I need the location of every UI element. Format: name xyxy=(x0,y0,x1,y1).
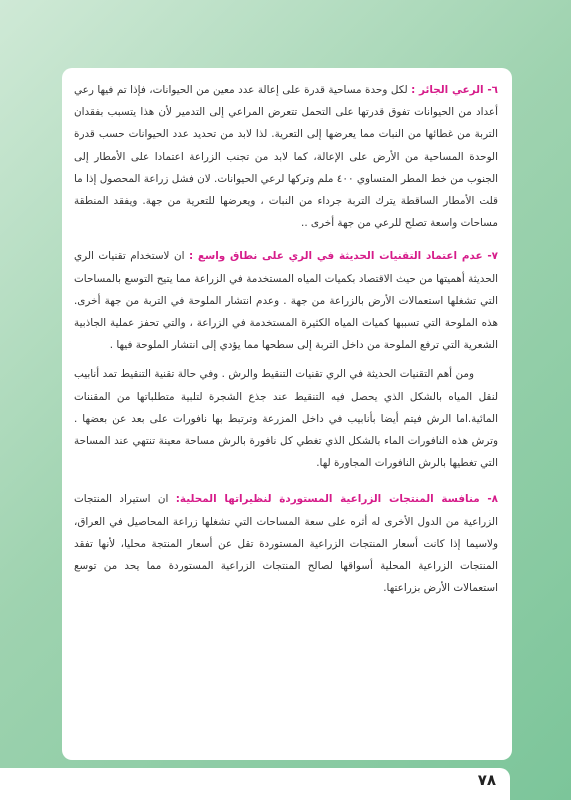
section-paragraph: لكل وحدة مساحية قدرة على إعالة عدد معين من الحيوانات، فإذا تم فيها رعي أعداد من الحيوانات تفوق قدرتها على التحمل تتعرض المراعي إلى التدمير لأن هذا يتسبب بفقدان التربة من غطائها من النبات مما يعرضها إلى التعرية. لذا لابد من تحديد عدد الحيوانات حسب قدرة الوحدة المساحية من الأرض على الإعالة، كما لابد من تجنب الزراعة اعتمادا على الأمطار إلى الجنوب من خط المطر المتساوي ٤٠٠ ملم وتركها لرعي الحيوانات. لان فشل زراعة المحصول إذا ما قلت الأمطار الساقطة يترك التربة جرداء من النبات ، ويعرضها للتعرية من جهة. ويفقد المنطقة مساحات واسعة تصلح للرعي من جهة أخرى .. xyxy=(74,84,498,230)
section-paragraph: ان استيراد المنتجات الزراعية من الدول الأخرى له أثره على سعة المساحات التي تشغلها زراعة المحاصيل في العراق، ولاسيما إذا كانت أسعار المنتجات الزراعية المستوردة تقل عن أسعار المنتجة محليا، لأنها تفقد المنتجات الزراعية المحلية أسواقها لصالح المنتجات الزراعية المستوردة مما يحد من توسع استعمالات الأرض بزراعتها. xyxy=(74,493,498,595)
content-card xyxy=(62,68,512,760)
section-modern-irrigation xyxy=(74,245,498,356)
section-heading: ٧- عدم اعتماد التقنيات الحديثة في الري على نطاق واسع : xyxy=(188,250,498,263)
footer-bar xyxy=(0,768,510,800)
section-imported-products xyxy=(74,488,498,599)
section-heading: ٦- الرعي الجائر : xyxy=(411,84,498,96)
section-rain-overgrazing xyxy=(74,79,498,234)
section-heading: ٨- منافسة المنتجات الزراعية المستوردة لنظيراتها المحلية: xyxy=(175,493,498,506)
section-paragraph: ومن أهم التقنيات الحديثة في الري تقنيات التنقيط والرش . وفي حالة تقنية التنقيط تمد أنابيب لنقل المياه بالشكل الذي يحصل فيه التنقيط عند جذع الشجرة لتلبية متطلباتها من المقننات المائية.اما الرش فيتم أيضا بأنابيب في داخل المزرعة وترتبط بها نافورات على بعد عن بعضها . وترش هذه النافورات الماء بالشكل الذي تغطي كل نافورة بالرش مساحة معينة تنتهي عند المساحة التي تغطيها بالرش النافورات المجاورة لها. xyxy=(74,368,498,470)
page-number: ٧٨ xyxy=(477,771,496,789)
section-paragraph: ان لاستخدام تقنيات الري الحديثة أهميتها من حيث الاقتصاد بكميات المياه المستخدمة في الزراعة مما يتيح التوسع بالمساحات التي تشغلها استعمالات الأرض بالزراعة من جهة . وعدم انتشار الملوحة في التربة من جهة أخرى. هذه الملوحة التي تسببها كميات المياه الكثيرة المستخدمة في الزراعة ، والتي تحفز عملية الجاذبية الشعرية التي ترفع الملوحة من داخل التربة إلى سطحها مما يؤدي إلى انتشار الملوحة فيها . xyxy=(74,250,498,352)
